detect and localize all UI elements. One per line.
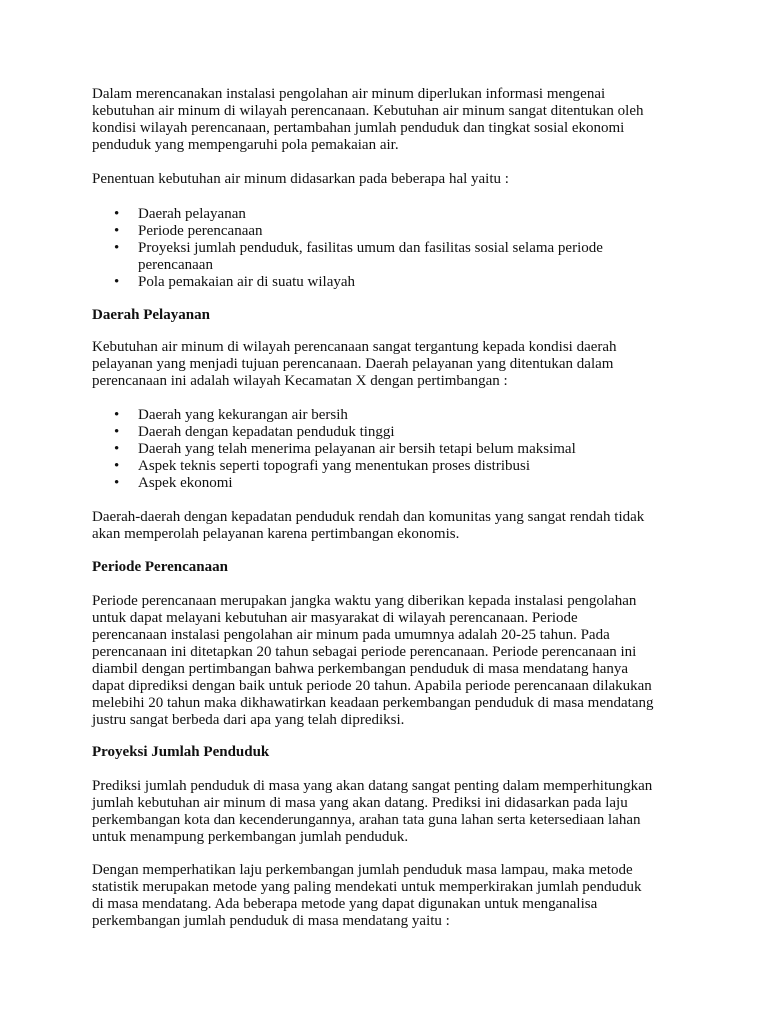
daerah-pelayanan-paragraph: Kebutuhan air minum di wilayah perencanaan sangat tergantung kepada kondisi daerah pelayanan yang menjadi tujuan perencanaan. Daerah pelayanan yang ditentukan dalam perencanaan ini adalah wilayah Kecamatan X dengan pertimbangan : xyxy=(92,339,617,389)
list-item: • Aspek ekonomi xyxy=(92,475,692,492)
list-item: • Periode perencanaan xyxy=(92,223,692,240)
list-item: • Daerah yang telah menerima pelayanan air bersih tetapi belum maksimal xyxy=(92,441,692,458)
low-density-paragraph: Daerah-daerah dengan kepadatan penduduk rendah dan komunitas yang sangat rendah tidak akan memperolah pelayanan karena pertimbangan ekonomis. xyxy=(92,509,645,542)
section-heading-daerah-pelayanan: Daerah Pelayanan xyxy=(92,307,210,323)
list-item: • Daerah yang kekurangan air bersih xyxy=(92,407,692,424)
service-area-bullet-list xyxy=(92,407,692,492)
criteria-bullet-list xyxy=(92,206,692,291)
periode-perencanaan-paragraph: Periode perencanaan merupakan jangka waktu yang diberikan kepada instalasi pengolahan untuk dapat melayani kebutuhan air masyarakat di wilayah perencanaan. Periode perencanaan instalasi pengolahan air minum pada umumnya adalah 20-25 tahun. Pada perencanaan ini ditetapkan 20 tahun sebagai periode perencanaan. Periode perencanaan ini diambil dengan pertimbangan bahwa perkembangan penduduk di masa mendatang hanya dapat diprediksi dengan baik untuk periode 20 tahun. Apabila periode perencanaan dilakukan melebihi 20 tahun maka dikhawatirkan keadaan perkembangan penduduk di masa mendatang justru sangat berbeda dari apa yang telah diprediksi. xyxy=(92,593,654,728)
list-item: • Daerah dengan kepadatan penduduk tinggi xyxy=(92,424,692,441)
criteria-intro-paragraph: Penentuan kebutuhan air minum didasarkan pada beberapa hal yaitu : xyxy=(92,171,509,187)
list-item: • Aspek teknis seperti topografi yang menentukan proses distribusi xyxy=(92,458,692,475)
intro-paragraph: Dalam merencanakan instalasi pengolahan air minum diperlukan informasi mengenai kebutuhan air minum di wilayah perencanaan. Kebutuhan air minum sangat ditentukan oleh kondisi wilayah perencanaan, pertambahan jumlah penduduk dan tingkat sosial ekonomi penduduk yang mempengaruhi pola pemakaian air. xyxy=(92,86,644,153)
proyeksi-paragraph: Prediksi jumlah penduduk di masa yang akan datang sangat penting dalam memperhitungkan jumlah kebutuhan air minum di masa yang akan datang. Prediksi ini didasarkan pada laju perkembangan kota dan kecenderungannya, arahan tata guna lahan serta ketersediaan lahan untuk menampung perkembangan jumlah penduduk. xyxy=(92,778,653,845)
section-heading-proyeksi-jumlah-penduduk: Proyeksi Jumlah Penduduk xyxy=(92,744,270,760)
list-item: • Daerah pelayanan xyxy=(92,206,692,223)
list-item: • Proyeksi jumlah penduduk, fasilitas umum dan fasilitas sosial selama periode perencanaan xyxy=(92,240,692,274)
metode-statistik-paragraph: Dengan memperhatikan laju perkembangan jumlah penduduk masa lampau, maka metode statistik merupakan metode yang paling mendekati untuk memperkirakan jumlah penduduk di masa mendatang. Ada beberapa metode yang dapat digunakan untuk menganalisa perkembangan jumlah penduduk di masa mendatang yaitu : xyxy=(92,862,642,929)
section-heading-periode-perencanaan: Periode Perencanaan xyxy=(92,559,228,575)
list-item: • Pola pemakaian air di suatu wilayah xyxy=(92,274,692,291)
